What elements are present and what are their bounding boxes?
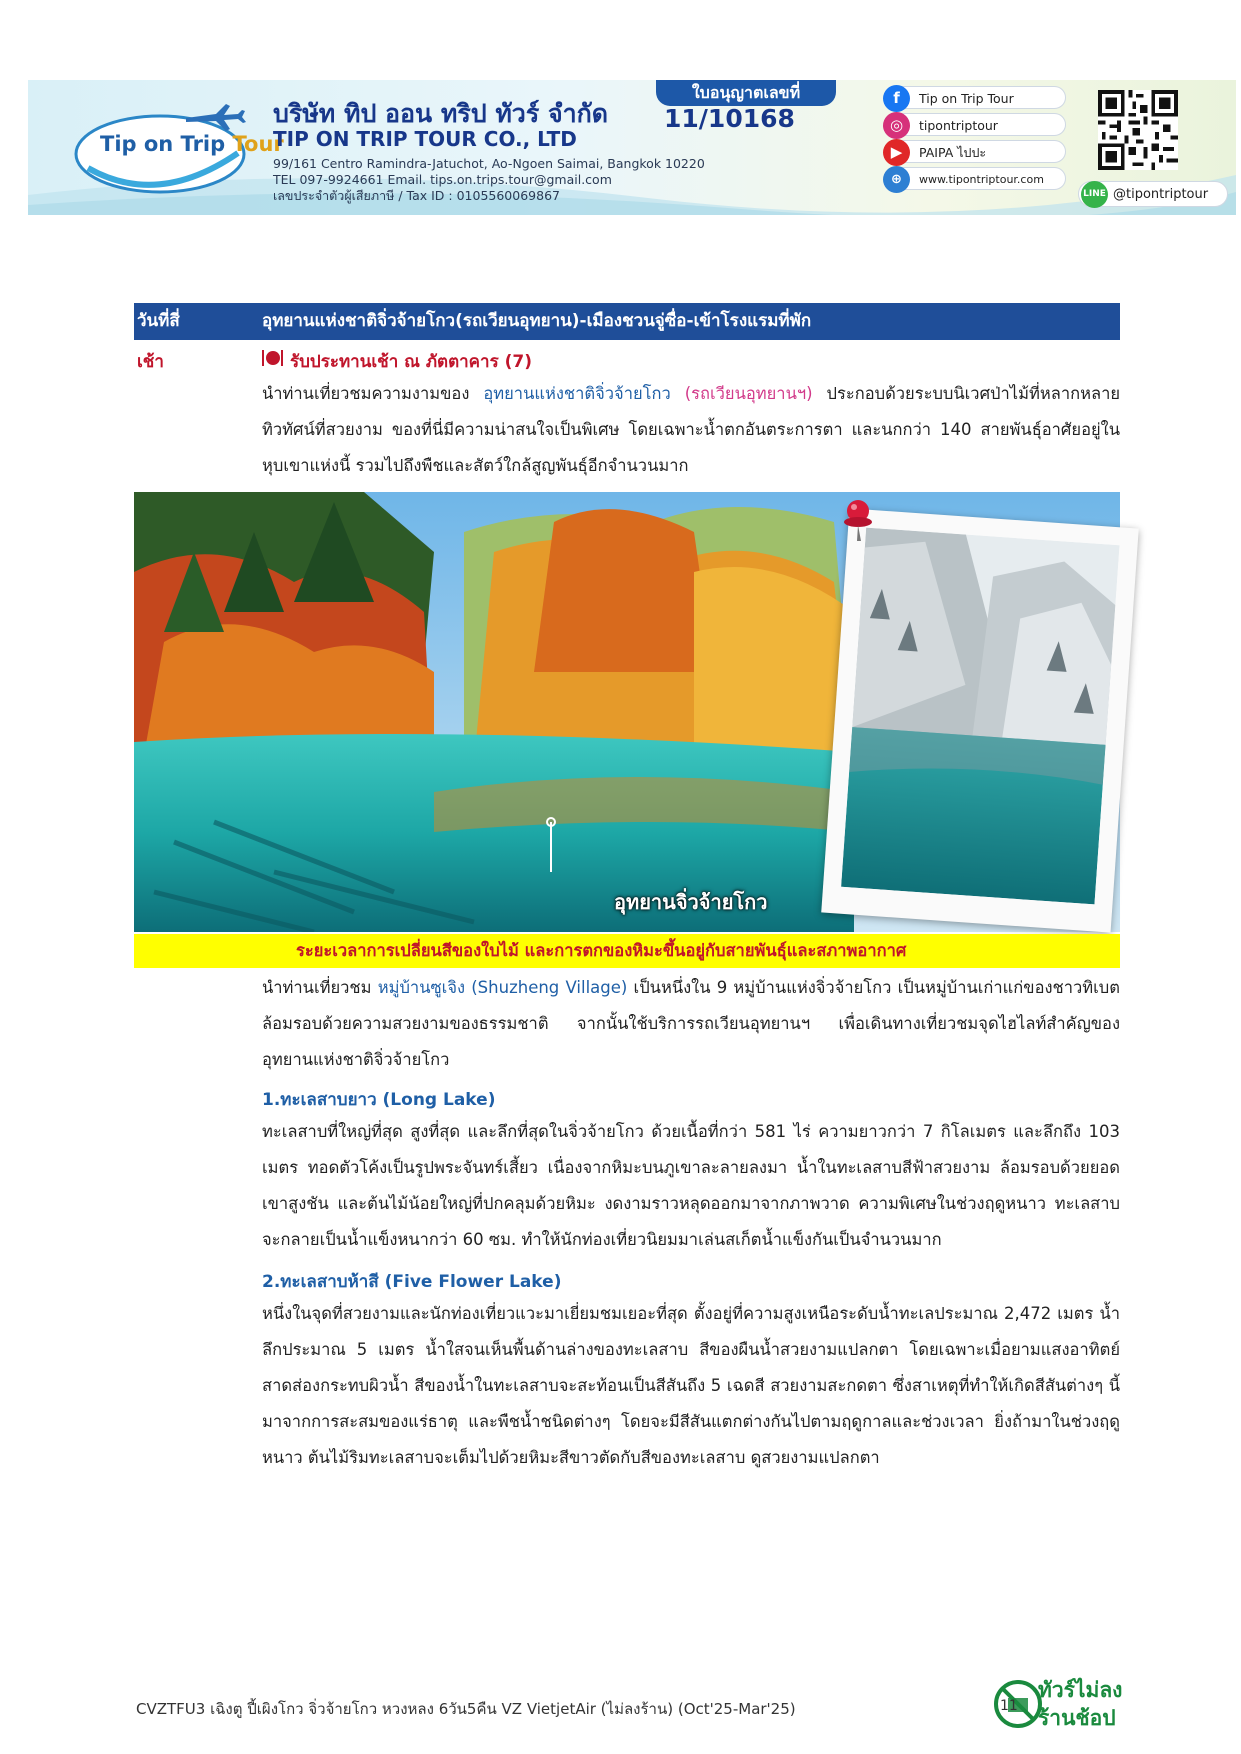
page-number: 11 [1000,1698,1018,1714]
village-name: หมู่บ้านซูเจิง (Shuzheng Village) [377,978,628,997]
license-title: ใบอนุญาตเลขที่ [656,80,836,106]
company-name-english: TIP ON TRIP TOUR CO., LTD [273,127,577,151]
facebook-icon: f [883,85,910,112]
park-name: อุทยานแห่งชาติจิ่วจ้ายโกว [483,384,671,403]
day-header [134,303,1120,340]
company-name-thai: บริษัท ทิป ออน ทริป ทัวร์ จำกัด [273,99,609,128]
park-bus: (รถเวียนอุทยานฯ) [670,384,813,403]
social-line[interactable]: LINE @tipontriptour [1078,181,1228,207]
paipa-icon: ▶ [883,139,910,166]
snow-lake-polaroid [821,508,1139,932]
instagram-icon: ◎ [883,112,910,139]
badge-text-line2: ร้านช้อป [1038,1706,1116,1730]
social-paipa[interactable]: ▶ PAIPA ไปปะ [886,140,1066,163]
intro-paragraph: นำท่านเที่ยวชมความงามของ อุทยานแห่งชาติจิ่วจ้ายโกว (รถเวียนอุทยานฯ) ประกอบด้วยระบบนิเวศป่าไม้ที่หลากหลาย ทิวทัศน์ที่สวยงาม ของที่นี่มีความน่าสนใจเป็นพิเศษ โดยเฉพาะน้ำตกอันตระการตา และนกกว่า 140 สายพันธุ์อาศัยอยู่ในหุบเขาแห่งนี้ รวมไปถึงพืชและสัตว์ใกล้สูญพันธุ์อีกจำนวนมาก [262,384,1121,475]
season-note-banner: ระยะเวลาการเปลี่ยนสีของใบไม้ และการตกของหิมะขึ้นอยู่กับสายพันธุ์และสภาพอากาศ [134,934,1120,968]
photo-caption: อุทยานจิ่วจ้ายโกว [614,890,768,914]
social-facebook[interactable]: f Tip on Trip Tour [886,86,1066,109]
section-body-long-lake: ทะเลสาบที่ใหญ่ที่สุด สูงที่สุด และลึกที่สุดในจิ่วจ้ายโกว ด้วยเนื้อที่กว่า 581 ไร่ ความยาวกว่า 7 กิโลเมตร และลึกถึง 103 เมตร ทอดตัวโค้งเป็นรูปพระจันทร์เสี้ยว เนื่องจากหิมะบนภูเขาละลายลงมา น้ำในทะเลสาบสีฟ้าสวยงาม ล้อมรอบด้วยยอดเขาสูงชัน และต้นไม้น้อยใหญ่ที่ปกคลุมด้วยหิมะ งดงามราวหลุดออกมาจากภาพวาด ความพิเศษในช่วงฤดูหนาว ทะเลสาบจะกลายเป็นน้ำแข็งหนากว่า 60 ซม. ทำให้นักท่องเที่ยวนิยมมาเล่นสเก็ตน้ำแข็งกันเป็นจำนวนมาก [262,1122,1120,1249]
badge-text-line1: ทัวร์ไม่ลง [1038,1678,1123,1702]
village-paragraph: นำท่านเที่ยวชม หมู่บ้านซูเจิง (Shuzheng Village) เป็นหนึ่งใน 9 หมู่บ้านแห่งจิ่วจ้ายโกว เป็นหมู่บ้านเก่าแก่ของชาวทิเบต ล้อมรอบด้วยความสวยงามของธรรมชาติ จากนั้นใช้บริการรถเวียนอุทยานฯ เพื่อเดินทางเที่ยวชมจุดไฮไลท์สำคัญของอุทยานแห่งชาติจิ่วจ้ายโกว [262,978,1120,1069]
social-instagram[interactable]: ◎ tipontriptour [886,113,1066,136]
header-banner [28,80,1236,215]
footer-tour-code: CVZTFU3 เฉิงตู ปี้เผิงโกว จิ่วจ้ายโกว หวงหลง 6วัน5คืน VZ VietjetAir (ไม่ลงร้าน) (Oct'25-Mar'25) [136,1700,796,1718]
section-heading-five-flower-lake: 2.ทะเลสาบห้าสี (Five Flower Lake) [262,1272,562,1292]
license-number: 11/10168 [664,104,795,133]
day-label: วันที่สี่ [137,311,180,331]
meal-text: รับประทานเช้า ณ ภัตตาคาร (7) [262,348,532,375]
dining-plate-icon [262,349,284,367]
meal-label: เช้า [137,352,164,372]
push-pin-icon [838,497,878,543]
company-address: 99/161 Centro Ramindra-Jatuchot, Ao-Ngoen Saimai, Bangkok 10220 TEL 097-9924661 Email. tips.on.trips.tour@gmail.com เลขประจำตัวผู้เสียภาษี / Tax ID : 0105560069867 [273,156,705,203]
qr-code [1098,90,1178,170]
logo-text: Tip on Trip Tour [100,132,284,156]
section-heading-long-lake: 1.ทะเลสาบยาว (Long Lake) [262,1090,496,1110]
web-icon: ⊕ [883,166,910,193]
section-body-five-flower-lake: หนึ่งในจุดที่สวยงามและนักท่องเที่ยวแวะมาเยี่ยมชมเยอะที่สุด ตั้งอยู่ที่ความสูงเหนือระดับน้ำทะเลประมาณ 2,472 เมตร น้ำลึกประมาณ 5 เมตร น้ำใสจนเห็นพื้นด้านล่างของทะเลสาบ สีของผืนน้ำสวยงามแปลกตา โดยเฉพาะเมื่อยามแสงอาทิตย์สาดส่องกระทบผิวน้ำ สีของน้ำในทะเลสาบจะสะท้อนเป็นสีสันถึง 5 เฉดสี สวยงามสะกดตา ซึ่งสาเหตุที่ทำให้เกิดสีสันต่างๆ นี้มาจากการสะสมของแร่ธาตุ และพืชน้ำชนิดต่างๆ โดยจะมีสีสันแตกต่างกันไปตามฤดูกาลและช่วงเวลา ยิ่งถ้ามาในช่วงฤดูหนาว ต้นไม้ริมทะเลสาบจะเต็มไปด้วยหิมะสีขาวตัดกับสีของทะเลสาบ ดูสวยงามแปลกตา [262,1304,1120,1467]
social-website[interactable]: ⊕ www.tipontriptour.com [886,167,1066,190]
line-icon: LINE [1081,181,1108,208]
day-title: อุทยานแห่งชาติจิ่วจ้ายโกว(รถเวียนอุทยาน)-เมืองชวนจู่ซื่อ-เข้าโรงแรมที่พัก [262,311,812,331]
